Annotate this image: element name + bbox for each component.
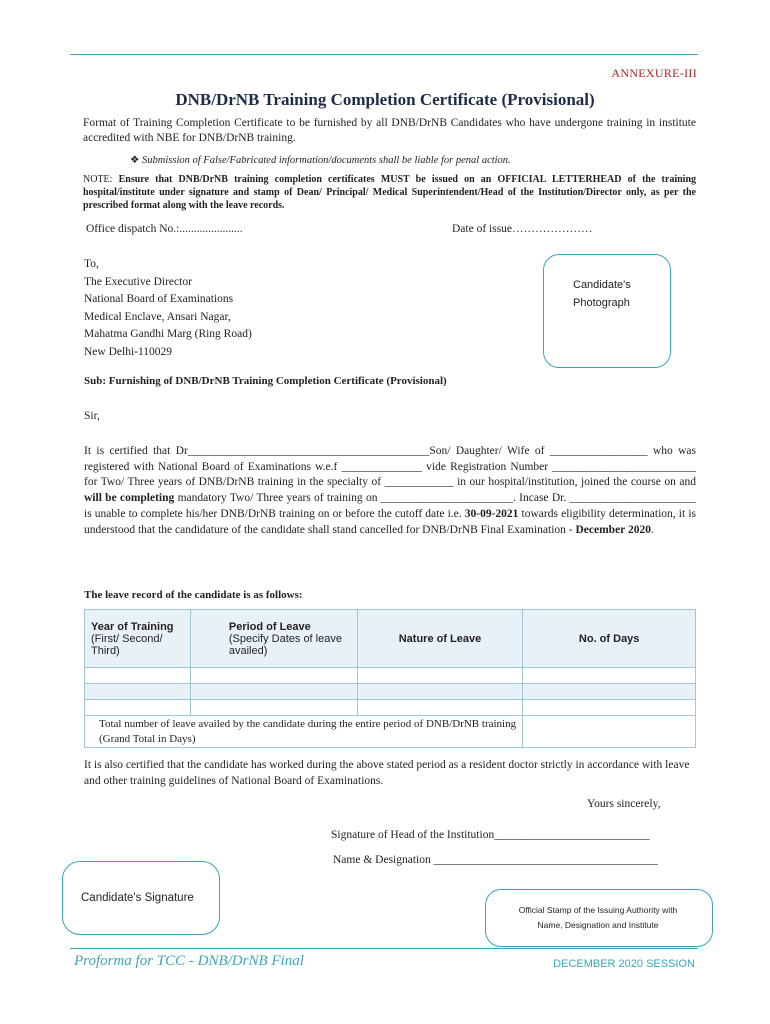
closing: Yours sincerely, (587, 798, 661, 810)
total-row (85, 716, 696, 748)
cutoff-date: 30-09-2021 (464, 507, 519, 520)
col1-title: Year of Training (91, 620, 174, 633)
stamp-line2: Name, Designation and Institute (537, 920, 659, 930)
bottom-rule (70, 948, 698, 949)
table-cell[interactable] (85, 700, 191, 716)
exam-session: December 2020 (575, 523, 651, 536)
table-row (85, 668, 696, 684)
annexure-label: ANNEXURE-III (611, 66, 697, 80)
table-cell[interactable] (190, 700, 357, 716)
table-cell[interactable] (85, 684, 191, 700)
table-cell[interactable] (85, 668, 191, 684)
header-period-of-leave (190, 610, 357, 668)
total-label: Total number of leave availed by the candidate during the entire period of DNB/DrNB training (Grand Total in Days) (85, 716, 523, 748)
body-text-2: mandatory Two/ Three years of training on _______________________. Incase Dr. ______________________ is unable to complete his/her DNB/DrNB training on or before the cutoff date i.e. (84, 492, 696, 520)
table-cell[interactable] (357, 700, 523, 716)
date-of-issue: Date of issue………………… (452, 223, 593, 235)
footer-proforma: Proforma for TCC - DNB/DrNB Final (74, 953, 304, 969)
address-line: Medical Enclave, Ansari Nagar, (84, 310, 231, 323)
address-line: National Board of Examinations (84, 293, 234, 306)
body-bold-1: will be completing (84, 492, 175, 505)
page-title (0, 90, 770, 110)
body-text-1: It is certified that Dr__________________________________________Son/ Daughter/ Wife of _________________ who was registered with National Board of Examinations w.e.f ______________ vide Registration Number _________________________ for Two/ Three years of DNB/DrNB training in the specialty of ____________ in our hospital/institution, joined the course on and (84, 445, 696, 489)
note-text: Ensure that DNB/DrNB training completion certificates MUST be issued on an OFFICIAL LETTERHEAD of the training hospital/institute under signature and stamp of Dean/ Principal/ Medical Superintendent/Head of the Institution/Director only, as per the prescribed format along with the leave records. (83, 174, 697, 211)
table-cell[interactable] (523, 668, 696, 684)
diamond-bullet-icon: ❖ (130, 155, 140, 166)
note-block (83, 173, 696, 212)
title-suffix: (Provisional) (501, 90, 595, 109)
photo-label-line2: Photograph (573, 297, 630, 309)
table-header-row (85, 610, 696, 668)
stamp-line1: Official Stamp of the Issuing Authority with (518, 905, 678, 915)
dispatch-number: Office dispatch No.:...................... (86, 223, 243, 235)
photograph-label (573, 276, 631, 312)
leave-record-heading: The leave record of the candidate is as follows: (84, 589, 303, 601)
salutation: Sir, (84, 410, 100, 422)
subject-line: Sub: Furnishing of DNB/DrNB Training Completion Certificate (Provisional) (84, 375, 447, 387)
head-signature-line: Signature of Head of the Institution___________________________ (331, 829, 650, 841)
certification-paragraph: It is also certified that the candidate has worked during the above stated period as a resident doctor strictly in accordance with leave and other training guidelines of National Board of Examinations. (84, 759, 690, 787)
header-nature-of-leave: Nature of Leave (357, 610, 523, 668)
footer-session: DECEMBER 2020 SESSION (553, 958, 695, 970)
header-no-of-days: No. of Days (523, 610, 696, 668)
top-rule (70, 54, 698, 55)
col2-subtitle: (Specify Dates of leave availed) (228, 632, 342, 657)
header-year-of-training (85, 610, 191, 668)
address-line: The Executive Director (84, 275, 192, 288)
table-cell[interactable] (190, 684, 357, 700)
candidate-signature-label: Candidate's Signature (81, 892, 194, 904)
warning-text: Submission of False/Fabricated information/documents shall be liable for penal action. (142, 155, 511, 166)
col1-subtitle: (First/ Second/ Third) (91, 632, 163, 657)
table-cell[interactable] (523, 700, 696, 716)
address-line: New Delhi-110029 (84, 345, 173, 358)
body-text-3: towards eligibility determination, it is understood that the candidature of the candidate shall stand cancelled for DNB/DrNB Final Examination - (84, 507, 696, 536)
address-line: Mahatma Gandhi Marg (Ring Road) (84, 328, 252, 341)
table-row (85, 700, 696, 716)
title-main: DNB/DrNB Training Completion Certificate (175, 90, 502, 109)
certificate-body (84, 444, 696, 538)
leave-record-table (84, 609, 696, 748)
intro-paragraph: Format of Training Completion Certificate to be furnished by all DNB/DrNB Candidates who have undergone training in institute accredited with NBE for DNB/DrNB training. (83, 117, 696, 144)
name-designation-line: Name & Designation _______________________________________ (333, 854, 658, 866)
note-label: NOTE: (83, 174, 113, 185)
recipient-address (84, 256, 252, 362)
table-cell[interactable] (357, 668, 523, 684)
official-stamp-label (485, 903, 711, 933)
table-cell[interactable] (523, 684, 696, 700)
table-cell[interactable] (190, 668, 357, 684)
total-days-cell[interactable] (523, 716, 696, 748)
table-row (85, 684, 696, 700)
warning-bullet (130, 154, 511, 166)
table-cell[interactable] (357, 684, 523, 700)
address-line: To, (84, 258, 99, 270)
body-text-4: . (650, 523, 654, 536)
col2-title: Period of Leave (228, 620, 311, 633)
photo-label-line1: Candidate's (573, 279, 631, 291)
